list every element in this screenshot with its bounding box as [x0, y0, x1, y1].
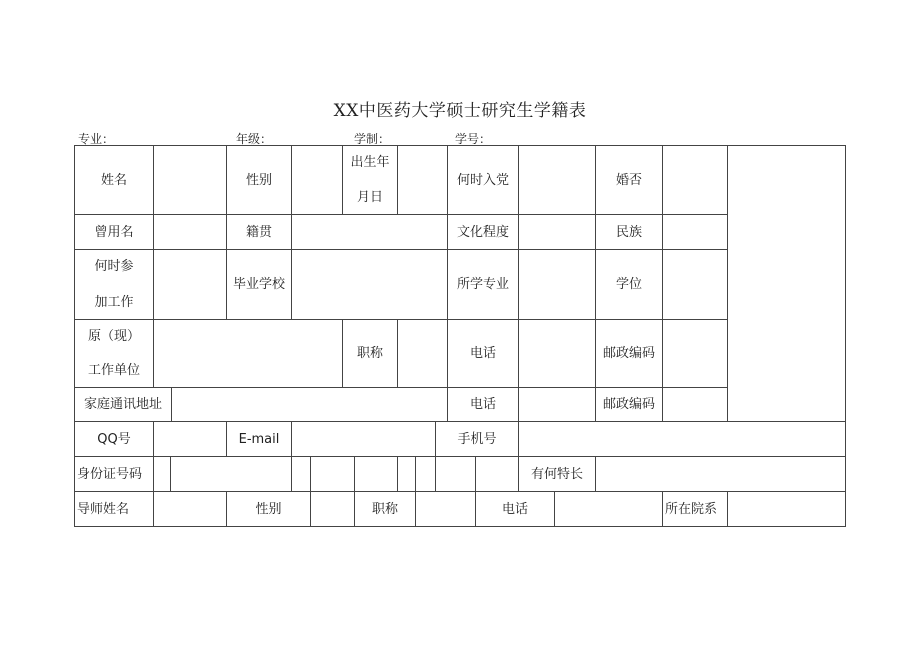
supervisor-gender-field[interactable] — [310, 491, 355, 527]
ethnicity-field[interactable] — [662, 214, 728, 250]
work-start-line1: 何时参 — [94, 259, 134, 274]
gender-label: 性别 — [226, 145, 292, 215]
marital-label: 婚否 — [595, 145, 663, 215]
work-start-line2: 加工作 — [94, 295, 134, 310]
supervisor-name-field[interactable] — [153, 491, 227, 527]
marital-field[interactable] — [662, 145, 728, 215]
native-place-label: 籍贯 — [226, 214, 292, 250]
party-join-label: 何时入党 — [447, 145, 519, 215]
id-digit-box[interactable] — [170, 456, 292, 492]
supervisor-gender-label: 性别 — [226, 491, 311, 527]
studied-major-label: 所学专业 — [447, 249, 519, 320]
work-unit-label — [74, 319, 154, 388]
supervisor-title-label: 职称 — [354, 491, 416, 527]
id-digit-box[interactable] — [310, 456, 355, 492]
mobile-field[interactable] — [518, 421, 846, 457]
education-label: 文化程度 — [447, 214, 519, 250]
specialty-label: 有何特长 — [518, 456, 596, 492]
id-digit-box[interactable] — [354, 456, 398, 492]
email-label: E-mail — [226, 421, 292, 457]
grade-label: 年级： — [236, 132, 273, 146]
graduated-school-label: 毕业学校 — [226, 249, 292, 320]
home-phone-field[interactable] — [518, 387, 596, 422]
party-join-field[interactable] — [518, 145, 596, 215]
qq-field[interactable] — [153, 421, 227, 457]
education-field[interactable] — [518, 214, 596, 250]
former-name-label: 曾用名 — [74, 214, 154, 250]
supervisor-phone-field[interactable] — [554, 491, 663, 527]
studied-major-field[interactable] — [518, 249, 596, 320]
qq-label: QQ号 — [74, 421, 154, 457]
ethnicity-label: 民族 — [595, 214, 663, 250]
gender-field[interactable] — [291, 145, 343, 215]
id-digit-box[interactable] — [435, 456, 476, 492]
home-postcode-label: 邮政编码 — [595, 387, 663, 422]
major-label: 专业： — [78, 132, 115, 146]
former-name-field[interactable] — [153, 214, 227, 250]
work-start-label — [74, 249, 154, 320]
home-address-field[interactable] — [171, 387, 448, 422]
email-field[interactable] — [291, 421, 436, 457]
birth-date-label — [342, 145, 398, 215]
mobile-label: 手机号 — [435, 421, 519, 457]
work-postcode-label: 邮政编码 — [595, 319, 663, 388]
department-field[interactable] — [727, 491, 846, 527]
id-digit-box[interactable] — [153, 456, 171, 492]
work-unit-field[interactable] — [153, 319, 343, 388]
id-digit-box[interactable] — [291, 456, 311, 492]
birth-date-field[interactable] — [397, 145, 448, 215]
work-phone-field[interactable] — [518, 319, 596, 388]
degree-field[interactable] — [662, 249, 728, 320]
system-label: 学制： — [354, 132, 391, 146]
id-digit-box[interactable] — [415, 456, 436, 492]
birth-label-line2: 月日 — [356, 190, 383, 205]
name-label: 姓名 — [74, 145, 154, 215]
home-address-label: 家庭通讯地址 — [74, 387, 172, 422]
work-start-field[interactable] — [153, 249, 227, 320]
name-field[interactable] — [153, 145, 227, 215]
work-unit-line1: 原（现） — [87, 329, 140, 344]
title-field[interactable] — [397, 319, 448, 388]
supervisor-phone-label: 电话 — [475, 491, 555, 527]
specialty-field[interactable] — [595, 456, 846, 492]
native-place-field[interactable] — [291, 214, 448, 250]
department-label: 所在院系 — [662, 491, 728, 527]
birth-label-line1: 出生年 — [350, 155, 390, 170]
degree-label: 学位 — [595, 249, 663, 320]
home-postcode-field[interactable] — [662, 387, 728, 422]
id-number-label: 身份证号码 — [74, 456, 154, 492]
id-digit-box[interactable] — [397, 456, 416, 492]
work-unit-line2: 工作单位 — [87, 363, 140, 378]
work-phone-label: 电话 — [447, 319, 519, 388]
photo-box — [727, 145, 846, 422]
supervisor-name-label: 导师姓名 — [74, 491, 154, 527]
work-postcode-field[interactable] — [662, 319, 728, 388]
id-digit-box[interactable] — [475, 456, 519, 492]
title-label: 职称 — [342, 319, 398, 388]
home-phone-label: 电话 — [447, 387, 519, 422]
supervisor-title-field[interactable] — [415, 491, 476, 527]
student-no-label: 学号： — [455, 132, 492, 146]
page-title: XX中医药大学硕士研究生学籍表 — [333, 101, 587, 121]
graduated-school-field[interactable] — [291, 249, 448, 320]
